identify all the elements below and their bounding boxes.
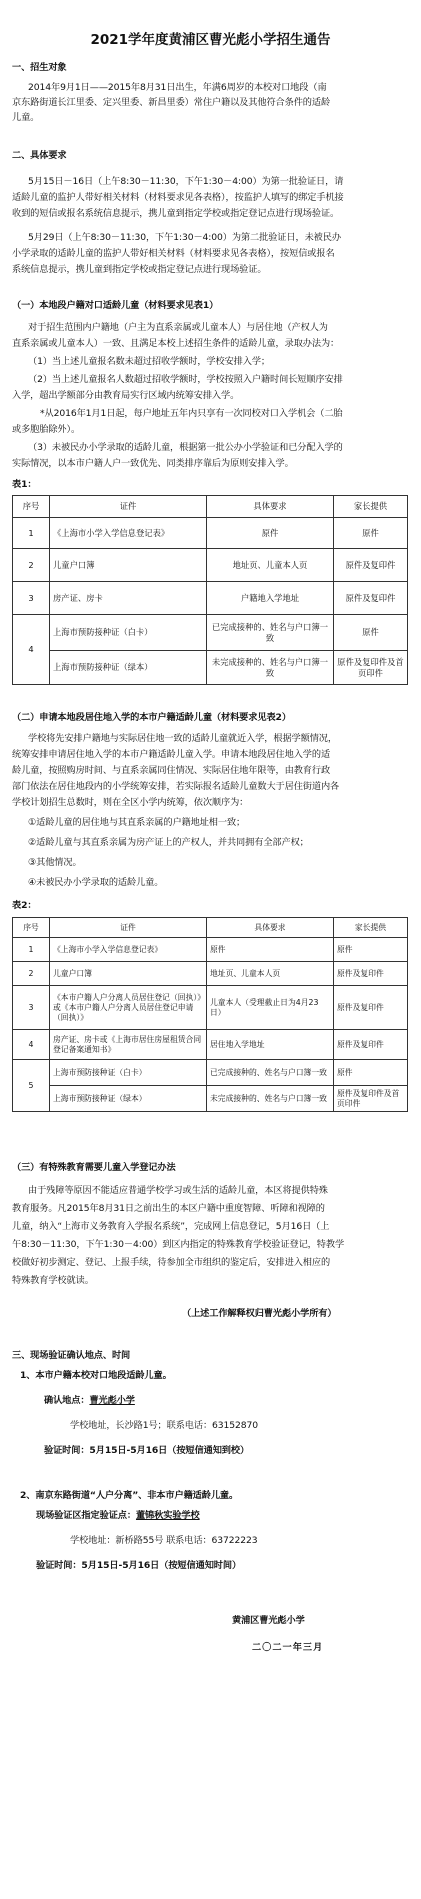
section-heading-1: 一、招生对象 — [12, 62, 67, 73]
table-header-cell: 具体要求 — [207, 496, 334, 518]
paragraph-line: 校做好初步测定、登记、上报手续，待参加全市组织的鉴定后，安排进入相应的 — [12, 1257, 331, 1268]
table-header-cell: 证件 — [50, 918, 207, 938]
table-row — [13, 962, 408, 986]
table-row — [13, 1030, 408, 1060]
table-cell: 地址页、儿童本人页 — [207, 549, 334, 582]
table-1 — [12, 495, 408, 685]
paragraph-line: ④未被民办小学录取的适龄儿童。 — [28, 877, 164, 888]
paragraph-line: 午8:30－11:30，下午1:30－4:00）到区内指定的特殊教育学校验证登记，特教学 — [12, 1239, 345, 1250]
location-2-heading: 2、南京东路街道“人户分离”、非本市户籍适龄儿童。 — [20, 1490, 239, 1501]
paragraph-line: 或多胞胎除外）。 — [12, 424, 81, 435]
table-cell: 原件及复印件 — [334, 1030, 408, 1060]
location-name: 董锦秋实验学校 — [135, 1510, 200, 1521]
paragraph-line: 2014年9月1日——2015年8月31日出生，年满6周岁的本校对口地段（南 — [28, 82, 327, 93]
table-header-cell: 家长提供 — [334, 496, 408, 518]
paragraph-line: （3）未被民办小学录取的适龄儿童，根据第一批公办小学验证和已分配入学的 — [28, 442, 343, 453]
paragraph-line: 统筹安排申请居住地入学的本市户籍适龄儿童入学。申请本地段居住地入学的适 — [12, 749, 331, 760]
table-cell: 上海市预防接种证（白卡） — [50, 1060, 207, 1086]
rights-note: （上述工作解释权归曹光彪小学所有） — [182, 1308, 337, 1319]
table-row — [13, 1086, 408, 1112]
table-cell: 未完成接种的、姓名与户口簿一致 — [207, 651, 334, 685]
table2-label: 表2： — [12, 900, 37, 911]
page-title: 2021学年度黄浦区曹光彪小学招生通告 — [90, 32, 331, 48]
paragraph-line: 京东路街道长江里委、定兴里委、新昌里委）常住户籍以及其他符合条件的适龄 — [12, 97, 331, 108]
table-cell: 已完成接种的、姓名与户口簿一致 — [207, 1060, 334, 1086]
paragraph-line: 5月29日（上午8:30－11:30，下午1:30－4:00）为第二批验证日，未被民办 — [28, 232, 341, 243]
location-label: 现场验证区指定验证点： — [36, 1510, 136, 1521]
paragraph-line: 学校计划招生总数时，则在全区小学内统筹，依次顺序为： — [12, 797, 249, 808]
paragraph-line: ①适龄儿童的居住地与其直系亲属的户籍地址相一致； — [28, 817, 246, 828]
table-cell: 房产证、房卡或《上海市居住房屋租赁合同登记备案通知书》 — [50, 1030, 207, 1060]
table-row — [13, 582, 408, 615]
paragraph-line: 5月15日－16日（上午8:30－11:30，下午1:30－4:00）为第一批验证日，请 — [28, 176, 344, 187]
table-cell: 原件及复印件 — [334, 549, 408, 582]
table-cell: 地址页、儿童本人页 — [207, 962, 334, 986]
signature-date: 二〇二一年三月 — [252, 1642, 324, 1653]
paragraph-line: 由于残障等原因不能适应普通学校学习或生活的适龄儿童，本区将提供特殊 — [28, 1185, 328, 1196]
section-heading-2: 二、具体要求 — [12, 150, 67, 161]
location-1-label — [44, 1395, 135, 1408]
paragraph-line: 儿童，纳入“上海市义务教育入学报名系统”，完成网上信息登记，5月16日（上 — [12, 1221, 330, 1232]
table-cell: 房产证、房卡 — [50, 582, 207, 615]
location-label: 确认地点： — [44, 1395, 90, 1406]
paragraph-line: 收到的短信或报名系统信息提示，携儿童到指定学校或指定登记点进行现场验证。 — [12, 208, 340, 219]
table-cell: 原件及复印件 — [334, 582, 408, 615]
table-row — [13, 986, 408, 1030]
table-row — [13, 615, 408, 651]
table-header-row — [13, 496, 408, 518]
table-cell: 3 — [13, 986, 50, 1030]
table-cell: 原件 — [334, 938, 408, 962]
table-cell: 已完成接种的、姓名与户口簿一致 — [207, 615, 334, 651]
table-cell: 5 — [13, 1060, 50, 1112]
table-cell: 原件及复印件及首页印件 — [334, 651, 408, 685]
location-2-time: 验证时间：5月15日-5月16日（按短信通知时间） — [36, 1560, 242, 1571]
table-cell: 《上海市小学入学信息登记表》 — [50, 518, 207, 549]
table-cell: 4 — [13, 1030, 50, 1060]
table-header-cell: 家长提供 — [334, 918, 408, 938]
table-cell: 原件 — [334, 518, 408, 549]
part2-heading: （二）申请本地段居住地入学的本市户籍适龄儿童（材料要求见表2） — [12, 712, 291, 723]
paragraph-line: *从2016年1月1日起，每户地址五年内只享有一次同校对口入学机会（二胎 — [40, 408, 343, 419]
table-cell: 1 — [13, 938, 50, 962]
table-cell: 儿童户口簿 — [50, 549, 207, 582]
paragraph-line: 特殊教育学校就读。 — [12, 1275, 94, 1286]
paragraph-line: 部门依法在居住地段内的小学统筹安排，若实际报名适龄儿童数大于居住街道内各 — [12, 781, 340, 792]
table-row — [13, 938, 408, 962]
table-cell: 1 — [13, 518, 50, 549]
table-header-cell: 序号 — [13, 496, 50, 518]
table-header-cell: 序号 — [13, 918, 50, 938]
table-cell: 原件 — [207, 518, 334, 549]
location-name: 曹光彪小学 — [89, 1395, 135, 1406]
location-2-detail: 学校地址：新桥路55号 联系电话：63722223 — [70, 1535, 258, 1546]
paragraph-line: 小学录取的适龄儿童的监护人带好相关材料（材料要求见各表格），按短信或报名 — [12, 248, 335, 259]
table-cell: 原件及复印件 — [334, 986, 408, 1030]
table-cell: 2 — [13, 549, 50, 582]
paragraph-line: 对于招生范围内户籍地（户主为直系亲属或儿童本人）与居住地（产权人为 — [28, 322, 328, 333]
table-cell: 《上海市小学入学信息登记表》 — [50, 938, 207, 962]
table-2 — [12, 917, 408, 1112]
table-cell: 4 — [13, 615, 50, 685]
paragraph-line: 入学，超出学额部分由教育局实行区域内统筹安排入学。 — [12, 390, 240, 401]
part3-heading: （三）有特殊教育需要儿童入学登记办法 — [12, 1162, 176, 1173]
table-cell: 原件 — [207, 938, 334, 962]
table-cell: 上海市预防接种证（绿本） — [50, 1086, 207, 1112]
table-cell: 原件 — [334, 1060, 408, 1086]
paragraph-line: ③其他情况。 — [28, 857, 82, 868]
table-cell: 原件及复印件 — [334, 962, 408, 986]
paragraph-line: 龄儿童，按照购房时间、与直系亲属同住情况、实际居住地年限等，由教育行政 — [12, 765, 331, 776]
paragraph-line: 学校将先安排户籍地与实际居住地一致的适龄儿童就近入学，根据学额情况， — [28, 733, 337, 744]
table-cell: 居住地入学地址 — [207, 1030, 334, 1060]
table-cell: 3 — [13, 582, 50, 615]
location-2-label — [36, 1510, 200, 1523]
table-cell: 上海市预防接种证（绿本） — [50, 651, 207, 685]
paragraph-line: （2）当上述儿童报名人数超过招收学额时，学校按照入户籍时间长短顺序安排 — [28, 374, 343, 385]
signature-school: 黄浦区曹光彪小学 — [232, 1615, 305, 1626]
table-cell: 儿童本人（受理截止日为4月23日） — [207, 986, 334, 1030]
paragraph-line: 实际情况，以本市户籍人户一致优先、同类排序靠后为原则安排入学。 — [12, 458, 294, 469]
table-row — [13, 549, 408, 582]
table-cell: 上海市预防接种证（白卡） — [50, 615, 207, 651]
table-header-cell: 证件 — [50, 496, 207, 518]
location-1-heading: 1、本市户籍本校对口地段适龄儿童。 — [20, 1370, 172, 1381]
table-row — [13, 651, 408, 685]
table-cell: 原件 — [334, 615, 408, 651]
location-1-time: 验证时间：5月15日-5月16日（按短信通知到校） — [44, 1445, 250, 1456]
table-cell: 《本市户籍人户分离人员居住登记（回执）》或《本市户籍人户分离人员居住登记申请（回执）》 — [50, 986, 207, 1030]
paragraph-line: 适龄儿童的监护人带好相关材料（材料要求见各表格），按监护人填写的绑定手机接 — [12, 192, 344, 203]
table-header-cell: 具体要求 — [207, 918, 334, 938]
paragraph-line: 直系亲属或儿童本人）一致、且满足本校上述招生条件的适龄儿童，录取办法为： — [12, 338, 340, 349]
paragraph-line: 儿童。 — [12, 112, 40, 123]
table-row — [13, 1060, 408, 1086]
table-row — [13, 518, 408, 549]
location-1-detail: 学校地址，长沙路1号；联系电话：63152870 — [70, 1420, 259, 1431]
paragraph-line: （1）当上述儿童报名数未超过招收学额时，学校安排入学； — [28, 356, 271, 367]
section-heading-3: 三、现场验证确认地点、时间 — [12, 1350, 131, 1361]
table-cell: 户籍地入学地址 — [207, 582, 334, 615]
paragraph-line: ②适龄儿童与其直系亲属为房产证上的产权人，并共同拥有全部产权； — [28, 837, 309, 848]
table-cell: 原件及复印件及首页印件 — [334, 1086, 408, 1112]
table-cell: 儿童户口簿 — [50, 962, 207, 986]
table-header-row — [13, 918, 408, 938]
table-cell: 2 — [13, 962, 50, 986]
part1-heading: （一）本地段户籍对口适龄儿童（材料要求见表1） — [12, 300, 219, 311]
paragraph-line: 教育服务。凡2015年8月31日之前出生的本区户籍中重度智障、听障和视障的 — [12, 1203, 325, 1214]
paragraph-line: 系统信息提示，携儿童到指定学校或指定登记点进行现场验证。 — [12, 264, 267, 275]
table1-label: 表1： — [12, 479, 37, 490]
table-cell: 未完成接种的、姓名与户口簿一致 — [207, 1086, 334, 1112]
